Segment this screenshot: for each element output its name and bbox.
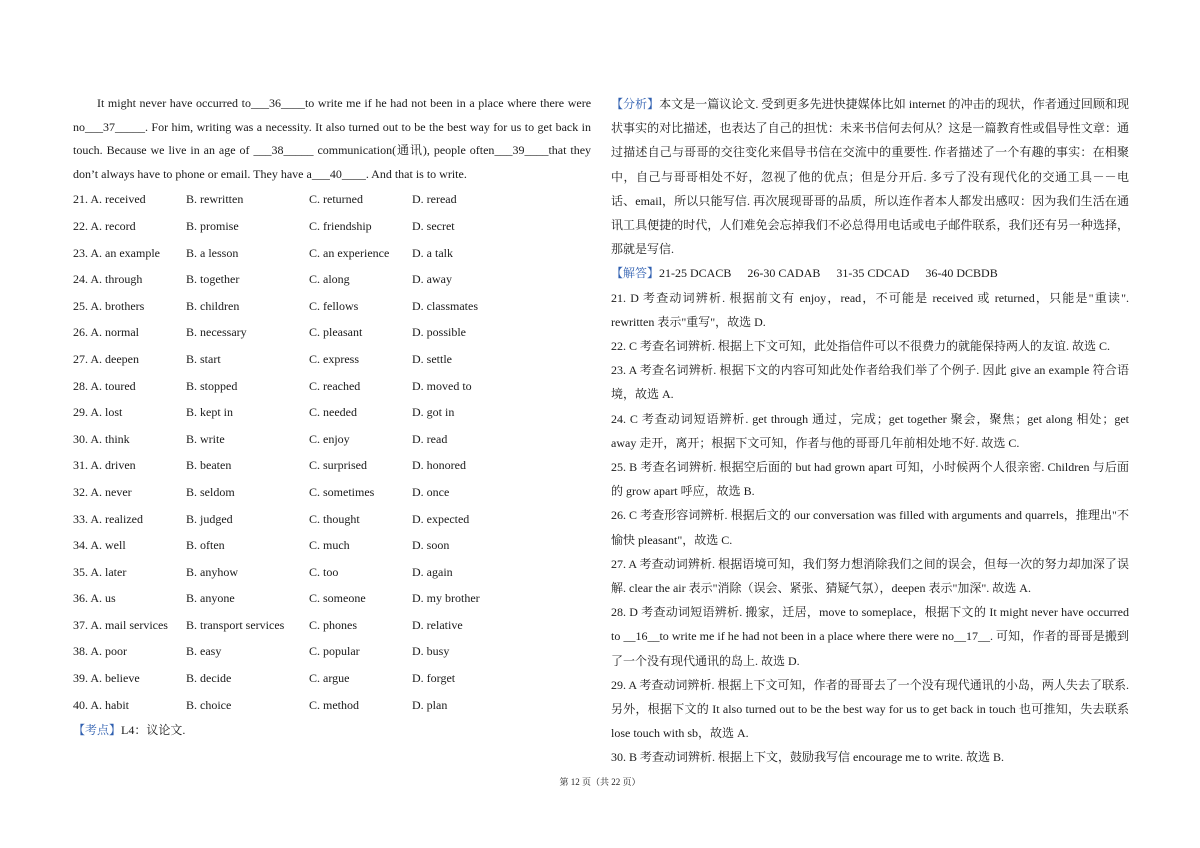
option-b: B. often: [186, 538, 225, 553]
explanation-30: 30. B 考查动词辨析. 根据上下文，鼓励我写信 encourage me to write. 故选 B.: [611, 750, 1004, 765]
explanation-26: 26. C 考查形容词辨析. 根据后文的 our conversation was filled with arguments and quarrels，推理出"不愉快 pleasant"，故选 C.: [611, 508, 1129, 547]
passage-text: to write me if he had not been in a place where there were no: [73, 96, 592, 134]
option-c: C. popular: [309, 644, 360, 659]
question-row: [73, 665, 591, 692]
explanation-text: 28. D 考查动词短语辨析. 搬家，迁居，move to someplace，根据下文的 It might never have occurred to: [611, 605, 1129, 644]
question-row: [73, 373, 591, 400]
fenxi-tag: 【分析】: [611, 97, 660, 111]
option-d: D. relative: [412, 617, 463, 632]
option-c: C. phones: [309, 617, 357, 632]
option-a: 29. A. lost: [73, 405, 123, 420]
passage-text: It might never have occurred to: [97, 96, 251, 110]
explanation-text: . 可知，作者的哥哥是搬到了一个没有现代通讯的岛上. 故选 D.: [611, 629, 1129, 668]
option-b: B. beaten: [186, 458, 232, 473]
option-c: C. fellows: [309, 298, 359, 313]
option-b: B. children: [186, 298, 240, 313]
option-d: D. a talk: [412, 245, 453, 260]
option-c: C. much: [309, 538, 350, 553]
option-c: C. too: [309, 564, 339, 579]
option-a: 34. A. well: [73, 538, 126, 553]
option-a: 39. A. believe: [73, 671, 140, 686]
option-b: B. a lesson: [186, 245, 239, 260]
answer-group: 21-25 DCACB: [659, 266, 732, 281]
option-b: B. stopped: [186, 378, 238, 393]
option-a: 40. A. habit: [73, 697, 129, 712]
explanation-24: 24. C 考查动词短语辨析. get through 通过，完成；get together 聚会，聚焦；get along 相处；get away 走开，离开；根据下文可知，作者与他的哥哥几年前相处地不好. 故选 C.: [611, 411, 1129, 450]
option-d: D. once: [412, 484, 450, 499]
question-row: [73, 319, 591, 346]
option-a: 31. A. driven: [73, 458, 136, 473]
left-column: [73, 92, 591, 742]
option-c: C. method: [309, 697, 359, 712]
question-row: [73, 426, 591, 453]
explanation-27: 27. A 考查动词辨析. 根据语境可知，我们努力想消除我们之间的误会，但每一次的努力却加深了误解. clear the air 表示"消除（误会、紧张、猜疑气氛），deepen 表示"加深". 故选 A.: [611, 556, 1129, 596]
blank-39: ___39____: [494, 143, 549, 158]
option-d: D. my brother: [412, 591, 480, 606]
option-d: D. classmates: [412, 298, 478, 313]
option-a: 22. A. record: [73, 218, 136, 233]
explanation-25: 25. B 考查名词辨析. 根据空后面的 but had grown apart 可知，小时候两个人很亲密. Children 与后面的 grow apart 呼应，故选 B.: [611, 460, 1129, 499]
question-row: [73, 638, 591, 665]
option-a: 26. A. normal: [73, 325, 139, 340]
option-b: B. judged: [186, 511, 233, 526]
page-footer: 第 12 页（共 22 页）: [559, 777, 641, 787]
option-c: C. argue: [309, 671, 350, 686]
blank-16: __16__: [623, 629, 660, 644]
explanation-text: to write me if he had not been in a place where there were no: [659, 629, 954, 644]
option-d: D. forget: [412, 671, 456, 686]
blank-36: ___36____: [250, 96, 305, 110]
blank-37: ___37_____: [85, 119, 145, 134]
option-d: D. expected: [412, 511, 470, 526]
question-row: [73, 479, 591, 506]
question-row: [73, 346, 591, 373]
answer-group: 26-30 CADAB: [747, 266, 821, 281]
option-c: C. surprised: [309, 458, 367, 473]
question-row: [73, 186, 591, 213]
option-b: B. seldom: [186, 484, 235, 499]
option-c: C. thought: [309, 511, 360, 526]
option-c: C. along: [309, 272, 350, 287]
blank-40: ___40____: [311, 166, 366, 181]
question-row: [73, 559, 591, 586]
option-c: C. sometimes: [309, 484, 375, 499]
option-a: 27. A. deepen: [73, 351, 139, 366]
jieda-tag: 【解答】: [611, 266, 660, 281]
question-row: [73, 452, 591, 479]
question-row: [73, 532, 591, 559]
question-row: [73, 399, 591, 426]
option-d: D. honored: [412, 458, 466, 473]
option-b: B. transport services: [186, 617, 285, 632]
option-b: B. together: [186, 272, 240, 287]
option-a: 21. A. received: [73, 192, 146, 207]
option-d: D. moved to: [412, 378, 472, 393]
option-b: B. start: [186, 351, 221, 366]
option-d: D. got in: [412, 405, 455, 420]
blank-38: ___38_____: [253, 143, 314, 158]
option-d: D. reread: [412, 192, 457, 207]
option-d: D. secret: [412, 218, 455, 233]
option-b: B. rewritten: [186, 192, 244, 207]
option-b: B. promise: [186, 218, 239, 233]
option-a: 24. A. through: [73, 272, 143, 287]
kaodian-tag: 【考点】: [73, 723, 122, 738]
question-row: [73, 585, 591, 612]
option-a: 37. A. mail services: [73, 617, 168, 632]
option-b: B. anyhow: [186, 564, 238, 579]
option-b: B. necessary: [186, 325, 247, 340]
explanation-28: [611, 600, 1129, 673]
option-c: C. needed: [309, 405, 357, 420]
option-d: D. soon: [412, 538, 450, 553]
passage-text: communication(通讯), people often: [317, 143, 495, 158]
question-row: [73, 213, 591, 240]
passage-text: . For him, writing was a necessity. It also turned out to be the best way for us to get back in touch. Because we live in an age of: [73, 119, 591, 158]
option-b: B. decide: [186, 671, 232, 686]
option-c: C. someone: [309, 591, 366, 606]
option-d: D. again: [412, 564, 453, 579]
option-a: 36. A. us: [73, 591, 116, 606]
option-a: 28. A. toured: [73, 378, 136, 393]
option-d: D. plan: [412, 697, 448, 712]
explanation-23: 23. A 考查名词辨析. 根据下文的内容可知此处作者给我们举了个例子. 因此 give an example 符合语境，故选 A.: [611, 363, 1129, 402]
option-a: 30. A. think: [73, 431, 130, 446]
question-row: [73, 240, 591, 267]
option-d: D. away: [412, 272, 452, 287]
option-a: 23. A. an example: [73, 245, 160, 260]
fenxi-text: 本文是一篇议论文. 受到更多先进快捷媒体比如 internet 的冲击的现状，作者通过回顾和现状事实的对比描述，也表达了自己的担忧：未来书信何去何从？这是一篇教育性或倡导性文章：通过描述自己与哥哥的交往变化来倡导书信在交流中的重要性. 作者描述了一个有趣的事实：在相聚中，自己与哥哥相处不好，忽视了他的优点；但是分开后. 多亏了没有现代化的交通工具－－电话、email，所以只能写信. 再次展现哥哥的品质，所以连作者本人都发出感叹：因为我们生活在通讯工具便捷的时代，人们难免会忘掉我们不必总得用电话或电子邮件联系，我们还有另一种选择，那就是写信.: [611, 97, 1129, 257]
option-c: C. enjoy: [309, 431, 350, 446]
answer-group: 36-40 DCBDB: [925, 266, 998, 281]
right-column: [611, 92, 1129, 770]
option-b: B. anyone: [186, 591, 235, 606]
option-a: 35. A. later: [73, 564, 127, 579]
option-d: D. possible: [412, 325, 466, 340]
option-b: B. kept in: [186, 405, 233, 420]
option-b: B. choice: [186, 697, 232, 712]
explanation-29: 29. A 考查动词辨析. 根据上下文可知，作者的哥哥去了一个没有现代通讯的小岛，两人失去了联系. 另外，根据下文的 It also turned out to be the best way for us to get back in touch 也可推知，失去联系 lose touch with sb，故选 A.: [611, 677, 1129, 741]
question-row: [73, 506, 591, 533]
option-d: D. settle: [412, 351, 452, 366]
blank-17: __17__: [953, 629, 990, 644]
option-c: C. returned: [309, 192, 363, 207]
option-d: D. read: [412, 431, 448, 446]
option-c: C. an experience: [309, 245, 390, 260]
option-c: C. express: [309, 351, 359, 366]
question-options-list: [73, 186, 591, 718]
question-row: [73, 266, 591, 293]
kaodian-line: [73, 718, 591, 742]
answer-line: [611, 261, 1129, 285]
analysis-paragraph: [611, 92, 1129, 261]
option-b: B. write: [186, 431, 225, 446]
explanation-22: 22. C 考查名词辨析. 根据上下文可知，此处指信件可以不很费力的就能保持两人的友谊. 故选 C.: [611, 339, 1111, 354]
option-b: B. easy: [186, 644, 222, 659]
answer-group: 31-35 CDCAD: [836, 266, 910, 281]
option-c: C. reached: [309, 378, 361, 393]
question-row: [73, 612, 591, 639]
option-c: C. pleasant: [309, 325, 363, 340]
passage-text: . And that is to write.: [365, 166, 467, 181]
option-a: 38. A. poor: [73, 644, 127, 659]
option-a: 33. A. realized: [73, 511, 143, 526]
option-d: D. busy: [412, 644, 450, 659]
passage-paragraph: [73, 92, 591, 186]
question-row: [73, 293, 591, 320]
passage-text: that they don’t always have to phone or email. They have a: [73, 143, 592, 181]
option-a: 25. A. brothers: [73, 298, 145, 313]
option-c: C. friendship: [309, 218, 372, 233]
question-row: [73, 692, 591, 719]
option-a: 32. A. never: [73, 484, 132, 499]
explanation-21: 21. D 考查动词辨析. 根据前文有 enjoy，read，不可能是 received 或 returned，只能是"重读". rewritten 表示"重写"，故选 D.: [611, 290, 1129, 329]
kaodian-text: L4：议论文.: [121, 723, 186, 738]
